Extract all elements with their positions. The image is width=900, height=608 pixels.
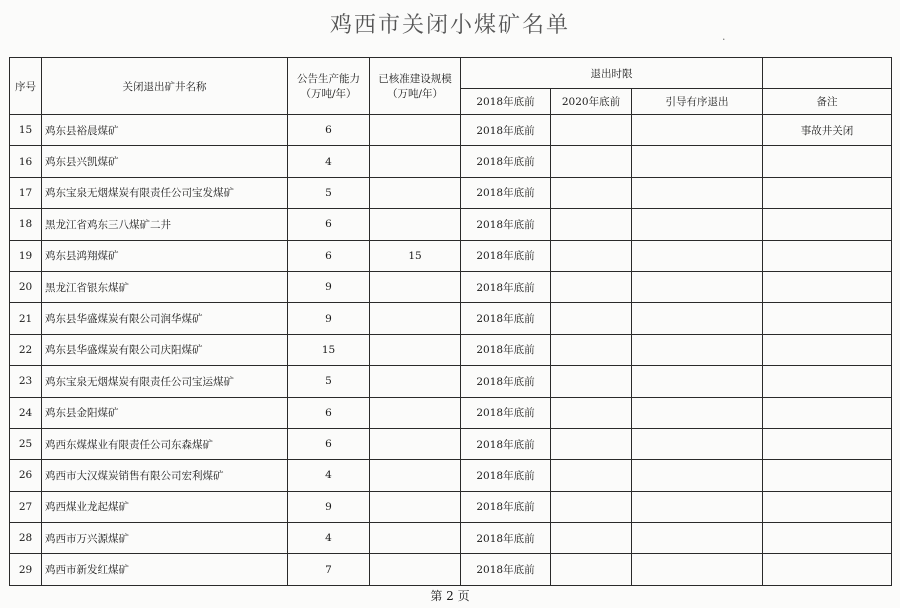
cell-index: 24 xyxy=(10,397,42,428)
cell-name: 鸡东县兴凯煤矿 xyxy=(42,146,288,177)
cell-exit-2020 xyxy=(551,491,632,522)
cell-guided xyxy=(632,146,763,177)
cell-capacity: 6 xyxy=(288,240,370,271)
cell-exit-2020 xyxy=(551,366,632,397)
cell-index: 29 xyxy=(10,554,42,585)
cell-guided xyxy=(632,177,763,208)
cell-name: 鸡西市大汉煤炭销售有限公司宏利煤矿 xyxy=(42,460,288,491)
cell-index: 21 xyxy=(10,303,42,334)
cell-exit-2018: 2018年底前 xyxy=(461,177,551,208)
cell-exit-2018: 2018年底前 xyxy=(461,366,551,397)
header-name: 关闭退出矿井名称 xyxy=(42,58,288,115)
cell-guided xyxy=(632,115,763,146)
table-row xyxy=(10,115,892,146)
cell-guided xyxy=(632,397,763,428)
cell-approved xyxy=(370,366,461,397)
table-row xyxy=(10,397,892,428)
cell-capacity: 7 xyxy=(288,554,370,585)
table-row xyxy=(10,334,892,365)
table-row xyxy=(10,523,892,554)
cell-guided xyxy=(632,366,763,397)
cell-index: 23 xyxy=(10,366,42,397)
table-row xyxy=(10,271,892,302)
cell-index: 25 xyxy=(10,428,42,459)
cell-remarks xyxy=(763,491,892,522)
header-exit-2020: 2020年底前 xyxy=(551,89,632,115)
cell-exit-2020 xyxy=(551,146,632,177)
cell-capacity: 5 xyxy=(288,177,370,208)
cell-index: 17 xyxy=(10,177,42,208)
cell-exit-2020 xyxy=(551,177,632,208)
cell-exit-2020 xyxy=(551,334,632,365)
cell-exit-2020 xyxy=(551,523,632,554)
cell-guided xyxy=(632,428,763,459)
table-row xyxy=(10,146,892,177)
cell-exit-2018: 2018年底前 xyxy=(461,334,551,365)
cell-name: 鸡西东煤煤业有限责任公司东森煤矿 xyxy=(42,428,288,459)
cell-guided xyxy=(632,271,763,302)
table-row xyxy=(10,554,892,585)
cell-approved xyxy=(370,428,461,459)
cell-approved xyxy=(370,491,461,522)
cell-exit-2018: 2018年底前 xyxy=(461,271,551,302)
cell-remarks xyxy=(763,554,892,585)
cell-capacity: 6 xyxy=(288,397,370,428)
cell-name: 黑龙江省银东煤矿 xyxy=(42,271,288,302)
header-capacity: 公告生产能力（万吨/年） xyxy=(288,58,370,115)
cell-name: 鸡东县鸿翔煤矿 xyxy=(42,240,288,271)
cell-remarks xyxy=(763,397,892,428)
cell-exit-2020 xyxy=(551,303,632,334)
cell-approved xyxy=(370,209,461,240)
cell-remarks xyxy=(763,209,892,240)
cell-guided xyxy=(632,240,763,271)
cell-exit-2018: 2018年底前 xyxy=(461,428,551,459)
cell-name: 鸡东宝泉无烟煤炭有限责任公司宝发煤矿 xyxy=(42,177,288,208)
cell-exit-2020 xyxy=(551,397,632,428)
cell-approved xyxy=(370,460,461,491)
corner-mark: · xyxy=(722,33,726,46)
cell-name: 鸡东县华盛煤炭有限公司润华煤矿 xyxy=(42,303,288,334)
cell-exit-2018: 2018年底前 xyxy=(461,303,551,334)
cell-name: 黑龙江省鸡东三八煤矿二井 xyxy=(42,209,288,240)
cell-capacity: 6 xyxy=(288,428,370,459)
header-remarks: 备注 xyxy=(763,89,892,115)
cell-exit-2020 xyxy=(551,209,632,240)
table-row xyxy=(10,460,892,491)
cell-capacity: 9 xyxy=(288,303,370,334)
cell-remarks xyxy=(763,146,892,177)
cell-guided xyxy=(632,491,763,522)
cell-index: 18 xyxy=(10,209,42,240)
cell-guided xyxy=(632,334,763,365)
cell-approved xyxy=(370,115,461,146)
cell-index: 28 xyxy=(10,523,42,554)
cell-capacity: 15 xyxy=(288,334,370,365)
cell-exit-2018: 2018年底前 xyxy=(461,491,551,522)
table-row xyxy=(10,491,892,522)
cell-index: 15 xyxy=(10,115,42,146)
cell-guided xyxy=(632,209,763,240)
cell-capacity: 4 xyxy=(288,523,370,554)
cell-name: 鸡西市新发红煤矿 xyxy=(42,554,288,585)
cell-remarks xyxy=(763,366,892,397)
cell-approved xyxy=(370,334,461,365)
cell-exit-2020 xyxy=(551,115,632,146)
cell-exit-2018: 2018年底前 xyxy=(461,115,551,146)
cell-guided xyxy=(632,554,763,585)
cell-remarks xyxy=(763,271,892,302)
cell-capacity: 9 xyxy=(288,271,370,302)
cell-index: 26 xyxy=(10,460,42,491)
cell-guided xyxy=(632,460,763,491)
table-row xyxy=(10,366,892,397)
cell-remarks xyxy=(763,177,892,208)
document-title: 鸡西市关闭小煤矿名单 xyxy=(329,13,570,38)
cell-remarks xyxy=(763,460,892,491)
cell-name: 鸡西市万兴源煤矿 xyxy=(42,523,288,554)
cell-index: 20 xyxy=(10,271,42,302)
cell-remarks xyxy=(763,523,892,554)
cell-name: 鸡东县华盛煤炭有限公司庆阳煤矿 xyxy=(42,334,288,365)
table-row xyxy=(10,209,892,240)
cell-index: 19 xyxy=(10,240,42,271)
page-number: 第 2 页 xyxy=(430,589,470,603)
cell-remarks xyxy=(763,334,892,365)
cell-approved xyxy=(370,554,461,585)
coal-mine-table xyxy=(9,57,892,586)
cell-exit-2018: 2018年底前 xyxy=(461,460,551,491)
cell-approved: 15 xyxy=(370,240,461,271)
cell-exit-2020 xyxy=(551,554,632,585)
cell-exit-2018: 2018年底前 xyxy=(461,209,551,240)
cell-exit-2020 xyxy=(551,271,632,302)
cell-approved xyxy=(370,177,461,208)
header-guided: 引导有序退出 xyxy=(632,89,763,115)
cell-exit-2018: 2018年底前 xyxy=(461,554,551,585)
cell-capacity: 6 xyxy=(288,209,370,240)
cell-capacity: 4 xyxy=(288,146,370,177)
header-exit-2018: 2018年底前 xyxy=(461,89,551,115)
cell-name: 鸡东县金阳煤矿 xyxy=(42,397,288,428)
cell-guided xyxy=(632,523,763,554)
header-index: 序号 xyxy=(10,58,42,115)
cell-index: 16 xyxy=(10,146,42,177)
cell-remarks: 事故井关闭 xyxy=(763,115,892,146)
cell-capacity: 4 xyxy=(288,460,370,491)
cell-exit-2018: 2018年底前 xyxy=(461,146,551,177)
table-row xyxy=(10,177,892,208)
cell-guided xyxy=(632,303,763,334)
cell-approved xyxy=(370,303,461,334)
cell-remarks xyxy=(763,428,892,459)
table-row xyxy=(10,303,892,334)
cell-exit-2020 xyxy=(551,240,632,271)
cell-name: 鸡西煤业龙起煤矿 xyxy=(42,491,288,522)
cell-remarks xyxy=(763,240,892,271)
cell-approved xyxy=(370,146,461,177)
cell-name: 鸡东宝泉无烟煤炭有限责任公司宝运煤矿 xyxy=(42,366,288,397)
cell-capacity: 6 xyxy=(288,115,370,146)
cell-index: 27 xyxy=(10,491,42,522)
table-row xyxy=(10,240,892,271)
cell-approved xyxy=(370,397,461,428)
cell-index: 22 xyxy=(10,334,42,365)
table-row xyxy=(10,428,892,459)
cell-name: 鸡东县裕晨煤矿 xyxy=(42,115,288,146)
header-blank xyxy=(763,58,892,89)
cell-approved xyxy=(370,271,461,302)
cell-exit-2018: 2018年底前 xyxy=(461,523,551,554)
cell-remarks xyxy=(763,303,892,334)
cell-exit-2020 xyxy=(551,428,632,459)
cell-exit-2020 xyxy=(551,460,632,491)
cell-capacity: 9 xyxy=(288,491,370,522)
header-exit-time: 退出时限 xyxy=(461,58,763,89)
header-approved: 已核准建设规模（万吨/年） xyxy=(370,58,461,115)
table-body xyxy=(10,115,892,586)
cell-exit-2018: 2018年底前 xyxy=(461,240,551,271)
cell-capacity: 5 xyxy=(288,366,370,397)
cell-exit-2018: 2018年底前 xyxy=(461,397,551,428)
cell-approved xyxy=(370,523,461,554)
